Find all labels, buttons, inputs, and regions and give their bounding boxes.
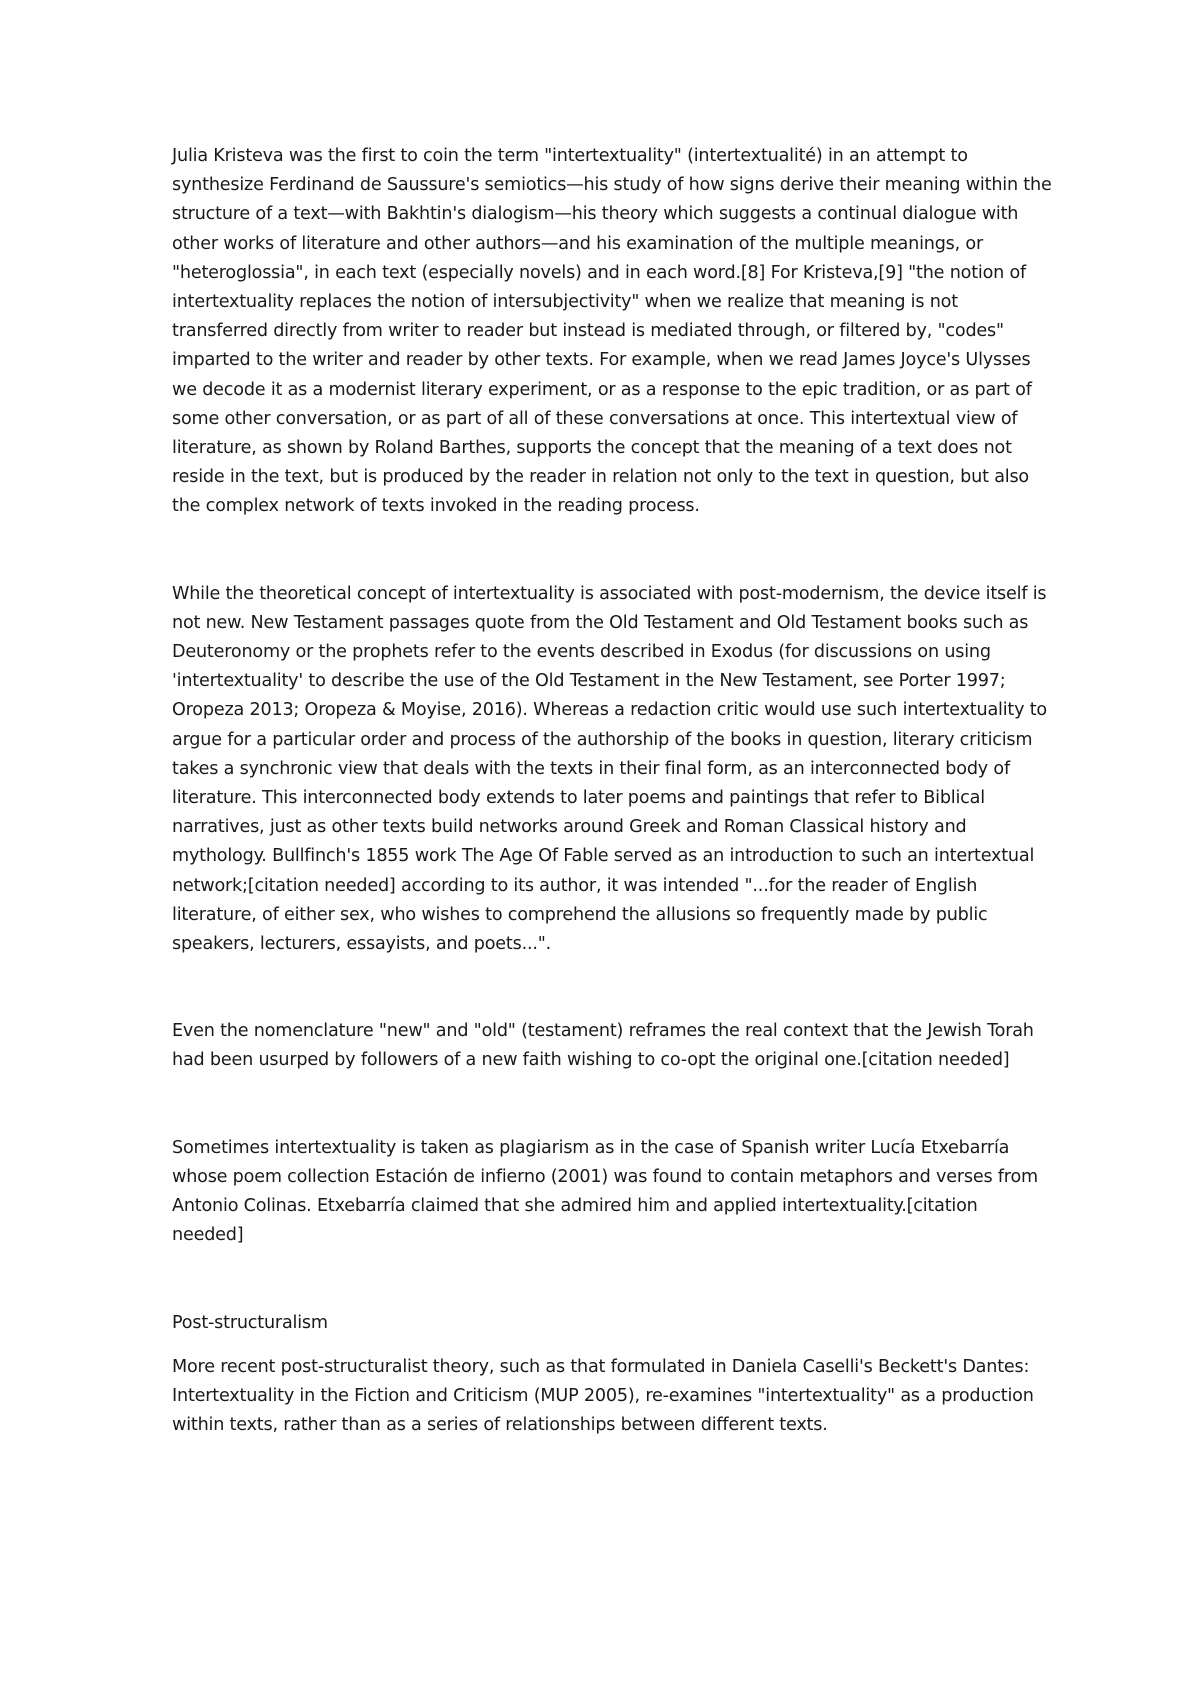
paragraph-testament-intertextuality: While the theoretical concept of intertextuality is associated with post-modernism, the device itself is not new. New Testament passages quote from the Old Testament and Old Testament books such as Deuteronomy or the prophets refer to the events described in Exodus (for discussions on using 'intertextuality' to describe the use of the Old Testament in the New Testament, see Porter 1997; Oropeza 2013; Oropeza & Moyise, 2016). Whereas a redaction critic would use such intertextuality to argue for a particular order and process of the authorship of the books in question, literary criticism takes a synchronic view that deals with the texts in their final form, as an interconnected body of literature. This interconnected body extends to later poems and paintings that refer to Biblical narratives, just as other texts build networks around Greek and Roman Classical history and mythology. Bullfinch's 1855 work The Age Of Fable served as an introduction to such an intertextual network;[citation needed] according to its author, it was intended "...for the reader of English literature, of either sex, who wishes to comprehend the allusions so frequently made by public speakers, lecturers, essayists, and poets...". xyxy=(172,583,1047,955)
paragraph-nomenclature: Even the nomenclature "new" and "old" (testament) reframes the real context that the Jewish Torah had been usurped by followers of a new faith wishing to co-opt the original one.[citation needed] xyxy=(172,1021,1034,1071)
section-heading: Post-structuralism xyxy=(172,1312,328,1333)
paragraph-post-structuralist: More recent post-structuralist theory, such as that formulated in Daniela Caselli's Beckett's Dantes: Intertextuality in the Fiction and Criticism (MUP 2005), re-examines "intertextuality" as a production within texts, rather than as a series of relationships between different texts. xyxy=(172,1356,1034,1436)
paragraph-plagiarism: Sometimes intertextuality is taken as plagiarism as in the case of Spanish writer Lucía Etxebarría whose poem collection Estación de infierno (2001) was found to contain metaphors and verses from Antonio Colinas. Etxebarría claimed that she admired him and applied intertextuality.[citation needed] xyxy=(172,1137,1038,1246)
paragraph-kristeva: Julia Kristeva was the first to coin the term "intertextuality" (intertextualité) in an attempt to synthesize Ferdinand de Saussure's semiotics—his study of how signs derive their meaning within the structure of a text—with Bakhtin's dialogism—his theory which suggests a continual dialogue with other works of literature and other authors—and his examination of the multiple meanings, or "heteroglossia", in each text (especially novels) and in each word.[8] For Kristeva,[9] "the notion of intertextuality replaces the notion of intersubjectivity" when we realize that meaning is not transferred directly from writer to reader but instead is mediated through, or filtered by, "codes" imparted to the writer and reader by other texts. For example, when we read James Joyce's Ulysses we decode it as a modernist literary experiment, or as a response to the epic tradition, or as part of some other conversation, or as part of all of these conversations at once. This intertextual view of literature, as shown by Roland Barthes, supports the concept that the meaning of a text does not reside in the text, but is produced by the reader in relation not only to the text in question, but also the complex network of texts invoked in the reading process. xyxy=(172,146,1052,517)
document-body xyxy=(172,142,1052,1440)
